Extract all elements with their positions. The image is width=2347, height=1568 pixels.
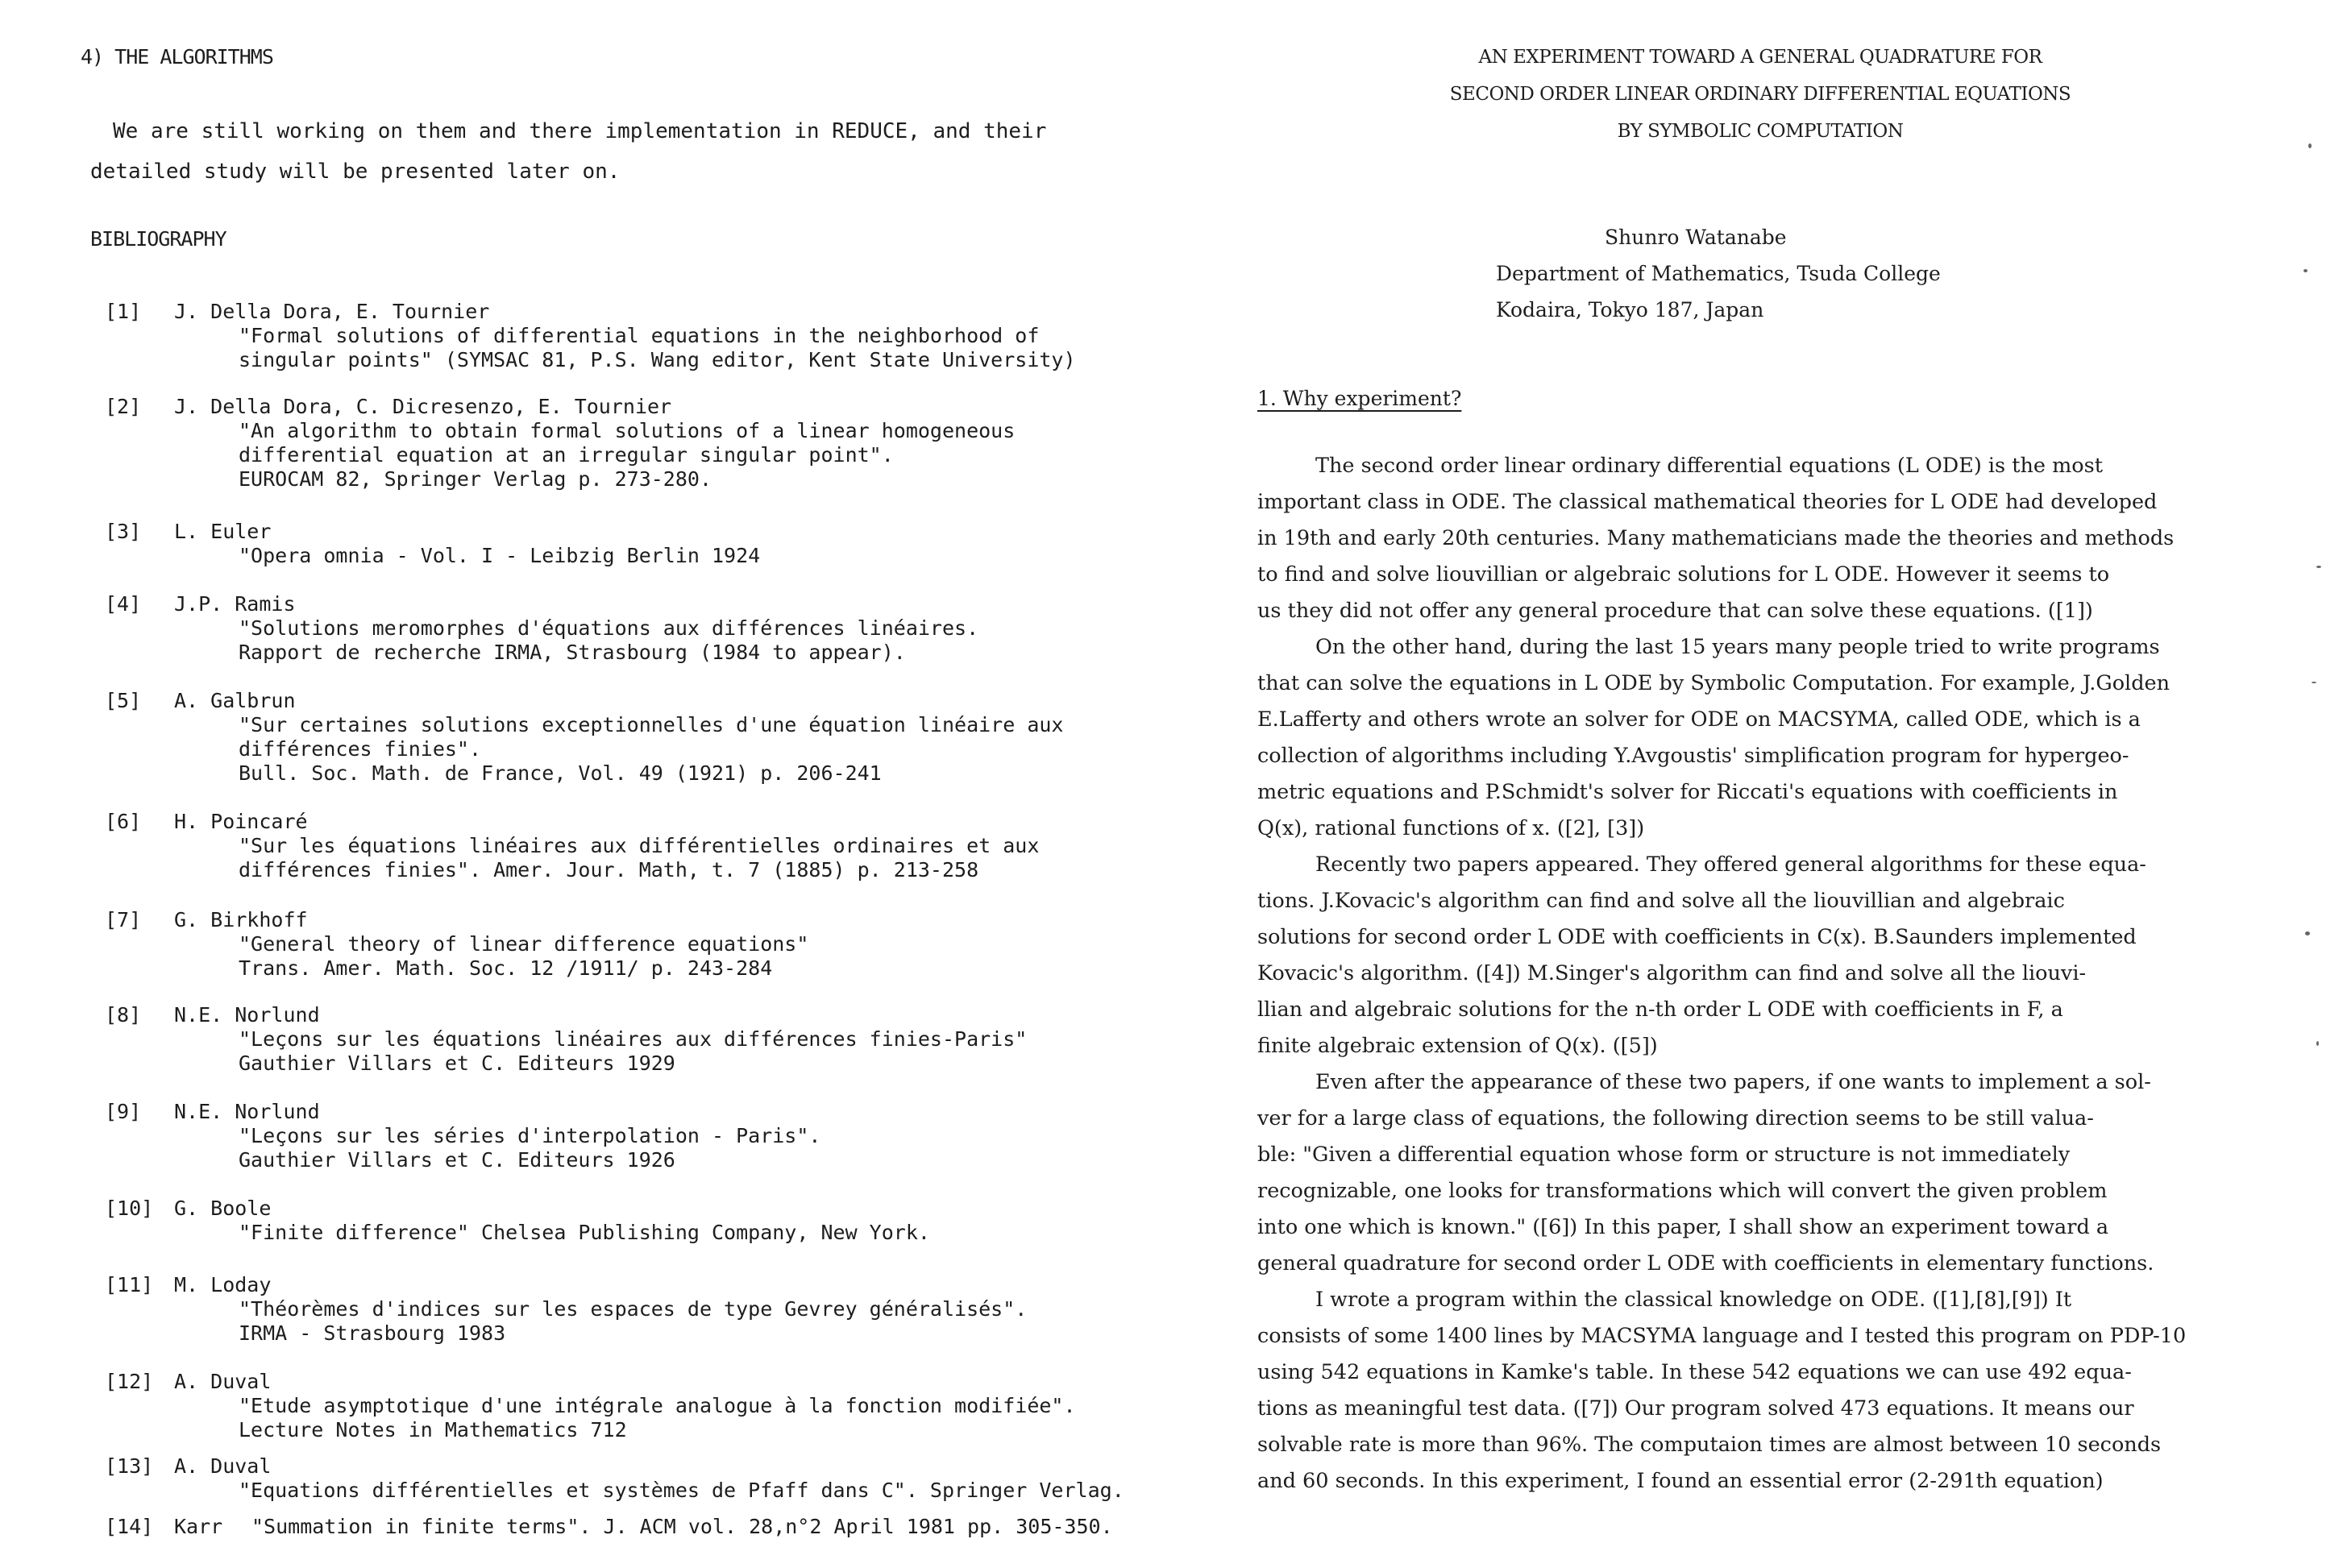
reference-line: differential equation at an irregular singular point". bbox=[239, 443, 894, 467]
body-line: Even after the appearance of these two papers, if one wants to implement a sol- bbox=[1315, 1070, 2151, 1094]
intro-paragraph bbox=[90, 111, 1090, 192]
reference-body bbox=[239, 616, 1165, 665]
reference-number: [14] bbox=[105, 1515, 154, 1538]
reference-author: G. Birkhoff bbox=[174, 908, 308, 931]
reference-number: [4] bbox=[105, 592, 142, 616]
body-line: ver for a large class of equations, the following direction seems to be still valua- bbox=[1257, 1106, 2094, 1130]
reference-line: "Finite difference" Chelsea Publishing Company, New York. bbox=[239, 1221, 930, 1244]
reference-line: "An algorithm to obtain formal solutions of a linear homogeneous bbox=[239, 419, 1016, 442]
reference-number: [5] bbox=[105, 689, 142, 712]
reference-line: "Etude asymptotique d'une intégrale analogue à la fonction modifiée". bbox=[239, 1394, 1076, 1417]
reference-line: "Solutions meromorphes d'équations aux différences linéaires. bbox=[239, 616, 979, 640]
reference-body bbox=[239, 544, 1165, 568]
body-line: solvable rate is more than 96%. The computaion times are almost between 10 seconds bbox=[1257, 1433, 2162, 1457]
reference-line: "Leçons sur les équations linéaires aux différences finies-Paris" bbox=[239, 1027, 1028, 1051]
reference-number: [7] bbox=[105, 908, 142, 931]
body-line: E.Lafferty and others wrote an solver for ODE on MACSYMA, called ODE, which is a bbox=[1257, 707, 2141, 732]
reference-number: [6] bbox=[105, 810, 142, 833]
reference-author: Karr bbox=[174, 1515, 223, 1538]
reference-body bbox=[239, 1027, 1165, 1076]
body-line: consists of some 1400 lines by MACSYMA language and I tested this program on PDP-10 bbox=[1257, 1324, 2187, 1348]
body-line: tions as meaningful test data. ([7]) Our program solved 473 equations. It means our bbox=[1257, 1396, 2134, 1421]
reference-number: [13] bbox=[105, 1454, 154, 1478]
scan-speck bbox=[2312, 682, 2316, 683]
scan-speck bbox=[2305, 931, 2310, 935]
reference-author: N.E. Norlund bbox=[174, 1003, 320, 1027]
reference-body bbox=[239, 419, 1165, 492]
reference-number: [1] bbox=[105, 300, 142, 323]
reference-number: [3] bbox=[105, 520, 142, 543]
reference-body bbox=[239, 1297, 1165, 1346]
reference-number: [12] bbox=[105, 1370, 154, 1393]
reference-line: Rapport de recherche IRMA, Strasbourg (1984 to appear). bbox=[239, 641, 906, 664]
reference-author: H. Poincaré bbox=[174, 810, 308, 833]
reference-author: M. Loday bbox=[174, 1273, 272, 1296]
reference-body bbox=[239, 324, 1165, 372]
body-line: to find and solve liouvillian or algebraic solutions for L ODE. However it seems to bbox=[1257, 562, 2110, 587]
author-address: Kodaira, Tokyo 187, Japan bbox=[1496, 298, 1764, 321]
reference-author: N.E. Norlund bbox=[174, 1100, 320, 1123]
body-line: I wrote a program within the classical knowledge on ODE. ([1],[8],[9]) It bbox=[1315, 1288, 2072, 1312]
body-line: in 19th and early 20th centuries. Many mathematicians made the theories and methods bbox=[1257, 526, 2175, 550]
reference-line: "Opera omnia - Vol. I - Leibzig Berlin 1924 bbox=[239, 544, 761, 567]
reference-line: Bull. Soc. Math. de France, Vol. 49 (1921) p. 206-241 bbox=[239, 761, 882, 785]
body-line: that can solve the equations in L ODE by Symbolic Computation. For example, J.Golden bbox=[1257, 671, 2170, 695]
reference-body bbox=[251, 1515, 1178, 1539]
reference-line: IRMA - Strasbourg 1983 bbox=[239, 1321, 506, 1345]
author-name: Shunro Watanabe bbox=[1605, 226, 1787, 249]
body-line: The second order linear ordinary differential equations (L ODE) is the most bbox=[1315, 454, 2103, 478]
body-line: us they did not offer any general procedure that can solve these equations. ([1]) bbox=[1257, 599, 2093, 623]
reference-author: J. Della Dora, E. Tournier bbox=[174, 300, 490, 323]
reference-body bbox=[239, 834, 1165, 882]
body-line: into one which is known." ([6]) In this paper, I shall show an experiment toward a bbox=[1257, 1215, 2109, 1239]
reference-line: Gauthier Villars et C. Editeurs 1926 bbox=[239, 1148, 675, 1172]
intro-line: We are still working on them and there implementation in REDUCE, and their bbox=[113, 119, 1047, 143]
author-affiliation: Department of Mathematics, Tsuda College bbox=[1496, 262, 1941, 285]
reference-author: G. Boole bbox=[174, 1197, 272, 1220]
right-page bbox=[1174, 0, 2347, 1568]
reference-line: "Equations différentielles et systèmes de Pfaff dans C". Springer Verlag. bbox=[239, 1479, 1124, 1502]
body-line: finite algebraic extension of Q(x). ([5]) bbox=[1257, 1034, 1658, 1058]
reference-line: "Formal solutions of differential equations in the neighborhood of bbox=[239, 324, 1040, 347]
reference-line: "Théorèmes d'indices sur les espaces de type Gevrey généralisés". bbox=[239, 1297, 1028, 1321]
reference-line: différences finies". bbox=[239, 737, 482, 761]
reference-body bbox=[239, 1394, 1165, 1442]
reference-line: "Summation in finite terms". J. ACM vol. 28,n°2 April 1981 pp. 305-350. bbox=[251, 1515, 1113, 1538]
reference-line: "Sur les équations linéaires aux différentielles ordinaires et aux bbox=[239, 834, 1040, 857]
reference-line: "General theory of linear difference equations" bbox=[239, 932, 809, 956]
section-heading-algorithms: 4) THE ALGORITHMS bbox=[81, 45, 273, 68]
reference-number: [11] bbox=[105, 1273, 154, 1296]
reference-body bbox=[239, 713, 1165, 786]
body-line: ble: "Given a differential equation whose form or structure is not immediately bbox=[1257, 1143, 2071, 1167]
reference-line: Gauthier Villars et C. Editeurs 1929 bbox=[239, 1052, 675, 1075]
reference-body bbox=[239, 1124, 1165, 1172]
reference-line: Lecture Notes in Mathematics 712 bbox=[239, 1418, 627, 1441]
section-heading-why-experiment: 1. Why experiment? bbox=[1257, 387, 1462, 410]
body-line: On the other hand, during the last 15 years many people tried to write programs bbox=[1315, 635, 2160, 659]
intro-line: detailed study will be presented later on. bbox=[90, 160, 621, 184]
title-line: SECOND ORDER LINEAR ORDINARY DIFFERENTIAL EQUATIONS bbox=[1449, 84, 2071, 105]
reference-line: "Sur certaines solutions exceptionnelles d'une équation linéaire aux bbox=[239, 713, 1064, 736]
body-line: using 542 equations in Kamke's table. In these 542 equations we can use 492 equa- bbox=[1257, 1360, 2132, 1384]
body-line: llian and algebraic solutions for the n-th order L ODE with coefficients in F, a bbox=[1257, 998, 2063, 1022]
paper-title bbox=[1174, 39, 2347, 150]
reference-author: A. Duval bbox=[174, 1454, 272, 1478]
bibliography-heading: BIBLIOGRAPHY bbox=[90, 227, 226, 251]
reference-author: J.P. Ramis bbox=[174, 592, 296, 616]
reference-number: [9] bbox=[105, 1100, 142, 1123]
body-line: solutions for second order L ODE with coefficients in C(x). B.Saunders implemented bbox=[1257, 925, 2137, 949]
scan-speck bbox=[2303, 269, 2308, 272]
body-line: and 60 seconds. In this experiment, I found an essential error (2-291th equation) bbox=[1257, 1469, 2104, 1493]
body-text bbox=[1257, 448, 2281, 1500]
reference-line: "Leçons sur les séries d'interpolation - Paris". bbox=[239, 1124, 821, 1147]
body-line: metric equations and P.Schmidt's solver for Riccati's equations with coefficients in bbox=[1257, 780, 2118, 804]
body-line: Q(x), rational functions of x. ([2], [3]) bbox=[1257, 816, 1645, 840]
reference-line: Trans. Amer. Math. Soc. 12 /1911/ p. 243-284 bbox=[239, 956, 773, 980]
body-line: tions. J.Kovacic's algorithm can find and solve all the liouvillian and algebraic bbox=[1257, 889, 2065, 913]
reference-body bbox=[239, 1479, 1165, 1503]
scan-speck bbox=[2316, 566, 2321, 568]
body-line: Recently two papers appeared. They offered general algorithms for these equa- bbox=[1315, 852, 2146, 877]
title-line: AN EXPERIMENT TOWARD A GENERAL QUADRATURE FOR bbox=[1478, 47, 2042, 68]
reference-number: [8] bbox=[105, 1003, 142, 1027]
body-line: recognizable, one looks for transformations which will convert the given problem bbox=[1257, 1179, 2108, 1203]
title-line: BY SYMBOLIC COMPUTATION bbox=[1617, 121, 1904, 142]
body-line: general quadrature for second order L ODE with coefficients in elementary functions. bbox=[1257, 1251, 2154, 1276]
author-block bbox=[1496, 219, 2060, 328]
reference-author: J. Della Dora, C. Dicresenzo, E. Tournier bbox=[174, 395, 672, 418]
scan-speck bbox=[2308, 143, 2312, 148]
body-line: Kovacic's algorithm. ([4]) M.Singer's algorithm can find and solve all the liouvi- bbox=[1257, 961, 2087, 985]
reference-author: L. Euler bbox=[174, 520, 272, 543]
body-line: collection of algorithms including Y.Avgoustis' simplification program for hypergeo- bbox=[1257, 744, 2129, 768]
reference-line: différences finies". Amer. Jour. Math, t. 7 (1885) p. 213-258 bbox=[239, 858, 979, 881]
reference-number: [2] bbox=[105, 395, 142, 418]
reference-number: [10] bbox=[105, 1197, 154, 1220]
reference-line: EUROCAM 82, Springer Verlag p. 273-280. bbox=[239, 467, 712, 491]
reference-body bbox=[239, 1221, 1165, 1245]
scan-speck bbox=[2316, 1041, 2319, 1046]
reference-author: A. Galbrun bbox=[174, 689, 296, 712]
reference-body bbox=[239, 932, 1165, 981]
reference-line: singular points" (SYMSAC 81, P.S. Wang editor, Kent State University) bbox=[239, 348, 1076, 371]
body-line: important class in ODE. The classical mathematical theories for L ODE had developed bbox=[1257, 490, 2158, 514]
reference-author: A. Duval bbox=[174, 1370, 272, 1393]
